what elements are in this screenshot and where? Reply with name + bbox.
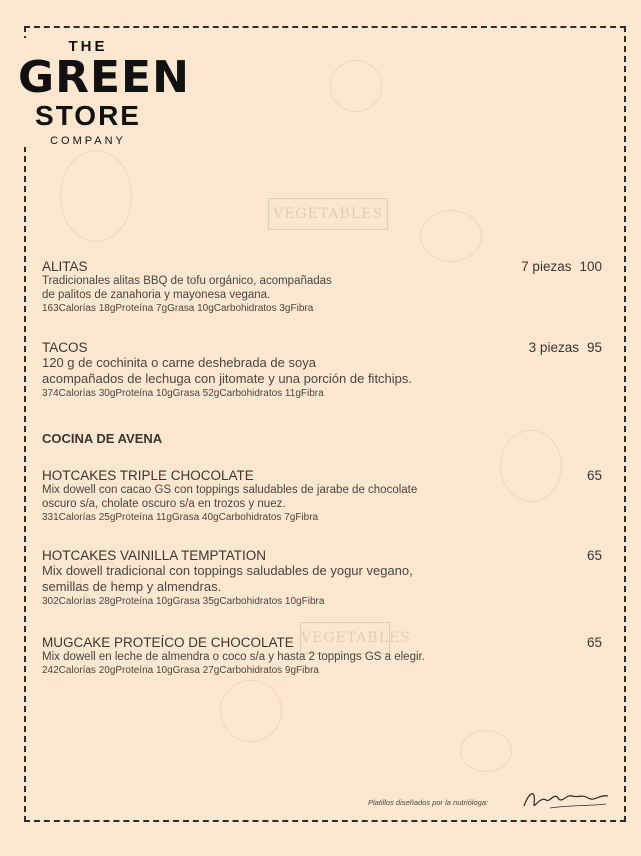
logo-green: GREEN (18, 52, 190, 103)
item-price: 100 (579, 259, 602, 274)
brand-logo (18, 38, 190, 147)
item-price: 65 (586, 468, 602, 483)
menu-item-hotcakes-vainilla (42, 548, 602, 607)
item-desc-line: de palitos de zanahoria y mayonesa vegana. (42, 289, 271, 301)
item-desc-line: 120 g de cochinita o carne deshebrada de soya (42, 355, 316, 370)
item-desc-line: Tradicionales alitas BBQ de tofu orgánico, acompañadas (42, 275, 332, 287)
vegetables-watermark: VEGETABLES (300, 622, 390, 654)
logo-company: COMPANY (50, 135, 126, 147)
item-nutrition: 374Calorías 30gProteína 10gGrasa 52gCarbohidratos 11gFibra (42, 388, 324, 399)
logo-store: STORE (35, 100, 141, 131)
item-name: HOTCAKES TRIPLE CHOCOLATE (42, 468, 254, 483)
nutritionist-credit: Platillos diseñados por la nutrióloga: (368, 798, 489, 807)
item-nutrition: 302Calorías 28gProteína 10gGrasa 35gCarbohidratos 10gFibra (42, 596, 325, 607)
item-price: 95 (586, 340, 602, 355)
menu-item-mugcake (42, 635, 602, 676)
item-name: MUGCAKE PROTEÍCO DE CHOCOLATE (42, 635, 294, 650)
item-qty: 3 piezas (528, 340, 579, 355)
menu-item-tacos (42, 340, 602, 399)
item-price: 65 (586, 548, 602, 563)
menu-item-hotcakes-triple-chocolate (42, 468, 602, 523)
logo-the: THE (68, 38, 108, 55)
signature-icon (520, 786, 612, 814)
item-desc-line: semillas de hemp y almendras. (42, 579, 222, 594)
item-qty: 7 piezas (521, 259, 572, 274)
item-nutrition: 242Calorías 20gProteína 10gGrasa 27gCarbohidratos 9gFibra (42, 665, 319, 676)
item-price-block (587, 548, 602, 563)
item-name: ALITAS (42, 259, 88, 274)
item-nutrition: 331Calorías 25gProteína 11gGrasa 40gCarbohidratos 7gFibra (42, 512, 319, 523)
item-price-block (587, 468, 602, 483)
item-desc-line: Mix dowell tradicional con toppings saludables de yogur vegano, (42, 563, 413, 578)
vegetables-watermark: VEGETABLES (268, 198, 388, 230)
item-nutrition: 163Calorías 18gProteína 7gGrasa 10gCarbohidratos 3gFibra (42, 303, 314, 314)
item-name: HOTCAKES VAINILLA TEMPTATION (42, 548, 267, 563)
item-price-block (587, 635, 602, 650)
item-desc-line: Mix dowell en leche de almendra o coco s/a y hasta 2 toppings GS a elegir. (42, 651, 425, 663)
section-title-avena: COCINA DE AVENA (42, 431, 163, 446)
menu-item-alitas (42, 259, 602, 314)
item-name: TACOS (42, 340, 88, 355)
item-desc-line: acompañados de lechuga con jitomate y una porción de fitchips. (42, 371, 413, 386)
item-price-block (521, 259, 602, 274)
item-desc-line: oscuro s/a, cholate oscuro s/a en trozos y nuez. (42, 498, 286, 510)
item-price-block (529, 340, 602, 355)
item-desc-line: Mix dowell con cacao GS con toppings saludables de jarabe de chocolate (42, 484, 418, 496)
item-price: 65 (586, 635, 602, 650)
